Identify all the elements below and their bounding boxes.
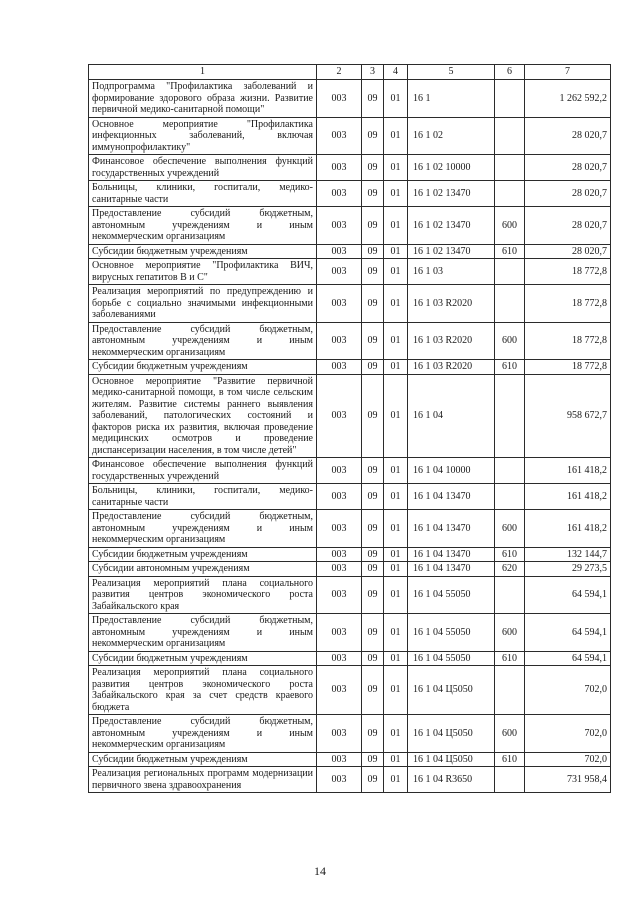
row-name-cell: Предоставление субсидий бюджетным, автономным учреждениям и иным некоммерческим организациям: [89, 614, 317, 652]
expense-type-cell: 610: [495, 651, 525, 666]
table-row: [89, 285, 611, 323]
section-code-cell: 09: [362, 767, 384, 793]
target-article-cell: 16 1: [408, 80, 495, 118]
section-code-cell: 09: [362, 562, 384, 577]
target-article-cell: 16 1 04 13470: [408, 484, 495, 510]
section-code-cell: 09: [362, 259, 384, 285]
column-number-header: 1: [89, 65, 317, 80]
ministry-code-cell: 003: [317, 207, 362, 245]
expense-type-cell: 610: [495, 752, 525, 767]
expense-type-cell: [495, 767, 525, 793]
section-code-cell: 09: [362, 651, 384, 666]
expense-type-cell: [495, 181, 525, 207]
amount-cell: 28 020,7: [525, 117, 611, 155]
section-code-cell: 09: [362, 155, 384, 181]
budget-table: [88, 64, 611, 793]
subsection-code-cell: 01: [384, 510, 408, 548]
expense-type-cell: 600: [495, 715, 525, 753]
amount-cell: 28 020,7: [525, 155, 611, 181]
table-row: [89, 181, 611, 207]
amount-cell: 29 273,5: [525, 562, 611, 577]
section-code-cell: 09: [362, 576, 384, 614]
subsection-code-cell: 01: [384, 259, 408, 285]
amount-cell: 18 772,8: [525, 259, 611, 285]
row-name-cell: Предоставление субсидий бюджетным, автономным учреждениям и иным некоммерческим организациям: [89, 207, 317, 245]
subsection-code-cell: 01: [384, 207, 408, 245]
section-code-cell: 09: [362, 374, 384, 458]
subsection-code-cell: 01: [384, 244, 408, 259]
target-article-cell: 16 1 04: [408, 374, 495, 458]
row-name-cell: Реализация мероприятий по предупреждению и борьбе с социально значимыми инфекционными заболеваниями: [89, 285, 317, 323]
subsection-code-cell: 01: [384, 715, 408, 753]
section-code-cell: 09: [362, 547, 384, 562]
section-code-cell: 09: [362, 360, 384, 375]
row-name-cell: Субсидии автономным учреждениям: [89, 562, 317, 577]
section-code-cell: 09: [362, 244, 384, 259]
ministry-code-cell: 003: [317, 651, 362, 666]
section-code-cell: 09: [362, 614, 384, 652]
table-row: [89, 322, 611, 360]
row-name-cell: Основное мероприятие "Профилактика инфекционных заболеваний, включая иммунопрофилактику": [89, 117, 317, 155]
subsection-code-cell: 01: [384, 80, 408, 118]
table-body: [89, 80, 611, 793]
ministry-code-cell: 003: [317, 322, 362, 360]
amount-cell: 702,0: [525, 666, 611, 715]
expense-type-cell: 610: [495, 547, 525, 562]
target-article-cell: 16 1 04 55050: [408, 651, 495, 666]
ministry-code-cell: 003: [317, 259, 362, 285]
subsection-code-cell: 01: [384, 285, 408, 323]
row-name-cell: Основное мероприятие "Развитие первичной медико-санитарной помощи, в том числе сельским жителям. Развитие системы раннего выявления заболеваний, патологических состояний и факторов риска их развития, включая проведение медицинских осмотров и проведение диспансеризации населения, в том числе детей": [89, 374, 317, 458]
table-row: [89, 155, 611, 181]
table-row: [89, 80, 611, 118]
ministry-code-cell: 003: [317, 360, 362, 375]
ministry-code-cell: 003: [317, 666, 362, 715]
table-row: [89, 458, 611, 484]
amount-cell: 64 594,1: [525, 614, 611, 652]
expense-type-cell: 620: [495, 562, 525, 577]
expense-type-cell: [495, 484, 525, 510]
target-article-cell: 16 1 03 R2020: [408, 322, 495, 360]
subsection-code-cell: 01: [384, 562, 408, 577]
table-row: [89, 244, 611, 259]
subsection-code-cell: 01: [384, 155, 408, 181]
row-name-cell: Основное мероприятие "Профилактика ВИЧ, вирусных гепатитов В и С": [89, 259, 317, 285]
row-name-cell: Подпрограмма "Профилактика заболеваний и формирование здорового образа жизни. Развитие первичной медико-санитарной помощи": [89, 80, 317, 118]
section-code-cell: 09: [362, 510, 384, 548]
row-name-cell: Реализация мероприятий плана социального развития центров экономического роста Забайкальского края: [89, 576, 317, 614]
amount-cell: 132 144,7: [525, 547, 611, 562]
row-name-cell: Субсидии бюджетным учреждениям: [89, 360, 317, 375]
ministry-code-cell: 003: [317, 80, 362, 118]
ministry-code-cell: 003: [317, 374, 362, 458]
subsection-code-cell: 01: [384, 360, 408, 375]
ministry-code-cell: 003: [317, 181, 362, 207]
target-article-cell: 16 1 04 55050: [408, 576, 495, 614]
row-name-cell: Больницы, клиники, госпитали, медико-санитарные части: [89, 181, 317, 207]
ministry-code-cell: 003: [317, 458, 362, 484]
section-code-cell: 09: [362, 181, 384, 207]
amount-cell: 161 418,2: [525, 458, 611, 484]
target-article-cell: 16 1 04 Ц5050: [408, 752, 495, 767]
expense-type-cell: 610: [495, 360, 525, 375]
row-name-cell: Субсидии бюджетным учреждениям: [89, 651, 317, 666]
ministry-code-cell: 003: [317, 244, 362, 259]
target-article-cell: 16 1 04 55050: [408, 614, 495, 652]
expense-type-cell: 600: [495, 614, 525, 652]
amount-cell: 28 020,7: [525, 181, 611, 207]
target-article-cell: 16 1 04 Ц5050: [408, 715, 495, 753]
table-row: [89, 576, 611, 614]
section-code-cell: 09: [362, 752, 384, 767]
table-row: [89, 614, 611, 652]
target-article-cell: 16 1 04 13470: [408, 510, 495, 548]
target-article-cell: 16 1 02 13470: [408, 244, 495, 259]
table-row: [89, 547, 611, 562]
section-code-cell: 09: [362, 80, 384, 118]
subsection-code-cell: 01: [384, 576, 408, 614]
amount-cell: 64 594,1: [525, 651, 611, 666]
expense-type-cell: 600: [495, 207, 525, 245]
ministry-code-cell: 003: [317, 576, 362, 614]
row-name-cell: Субсидии бюджетным учреждениям: [89, 547, 317, 562]
expense-type-cell: [495, 80, 525, 118]
section-code-cell: 09: [362, 207, 384, 245]
ministry-code-cell: 003: [317, 547, 362, 562]
target-article-cell: 16 1 02: [408, 117, 495, 155]
target-article-cell: 16 1 03 R2020: [408, 285, 495, 323]
column-number-header: 5: [408, 65, 495, 80]
column-number-row: [89, 65, 611, 80]
expense-type-cell: [495, 285, 525, 323]
target-article-cell: 16 1 03 R2020: [408, 360, 495, 375]
column-number-header: 3: [362, 65, 384, 80]
ministry-code-cell: 003: [317, 562, 362, 577]
target-article-cell: 16 1 04 13470: [408, 562, 495, 577]
subsection-code-cell: 01: [384, 117, 408, 155]
target-article-cell: 16 1 04 10000: [408, 458, 495, 484]
row-name-cell: Финансовое обеспечение выполнения функций государственных учреждений: [89, 458, 317, 484]
section-code-cell: 09: [362, 117, 384, 155]
subsection-code-cell: 01: [384, 484, 408, 510]
row-name-cell: Предоставление субсидий бюджетным, автономным учреждениям и иным некоммерческим организациям: [89, 715, 317, 753]
row-name-cell: Предоставление субсидий бюджетным, автономным учреждениям и иным некоммерческим организациям: [89, 510, 317, 548]
target-article-cell: 16 1 04 Ц5050: [408, 666, 495, 715]
amount-cell: 731 958,4: [525, 767, 611, 793]
section-code-cell: 09: [362, 484, 384, 510]
expense-type-cell: [495, 576, 525, 614]
ministry-code-cell: 003: [317, 614, 362, 652]
target-article-cell: 16 1 02 10000: [408, 155, 495, 181]
subsection-code-cell: 01: [384, 181, 408, 207]
amount-cell: 18 772,8: [525, 360, 611, 375]
target-article-cell: 16 1 04 R3650: [408, 767, 495, 793]
table-row: [89, 117, 611, 155]
row-name-cell: Субсидии бюджетным учреждениям: [89, 752, 317, 767]
subsection-code-cell: 01: [384, 752, 408, 767]
ministry-code-cell: 003: [317, 510, 362, 548]
column-number-header: 6: [495, 65, 525, 80]
expense-type-cell: 600: [495, 322, 525, 360]
table-row: [89, 510, 611, 548]
target-article-cell: 16 1 03: [408, 259, 495, 285]
row-name-cell: Реализация региональных программ модернизации первичного звена здравоохранения: [89, 767, 317, 793]
subsection-code-cell: 01: [384, 547, 408, 562]
ministry-code-cell: 003: [317, 484, 362, 510]
ministry-code-cell: 003: [317, 767, 362, 793]
table-row: [89, 207, 611, 245]
amount-cell: 28 020,7: [525, 244, 611, 259]
subsection-code-cell: 01: [384, 322, 408, 360]
section-code-cell: 09: [362, 285, 384, 323]
subsection-code-cell: 01: [384, 767, 408, 793]
section-code-cell: 09: [362, 322, 384, 360]
section-code-cell: 09: [362, 666, 384, 715]
table-row: [89, 374, 611, 458]
amount-cell: 64 594,1: [525, 576, 611, 614]
table-row: [89, 484, 611, 510]
expense-type-cell: [495, 666, 525, 715]
expense-type-cell: 610: [495, 244, 525, 259]
table-row: [89, 767, 611, 793]
amount-cell: 958 672,7: [525, 374, 611, 458]
table-row: [89, 752, 611, 767]
table-row: [89, 360, 611, 375]
column-number-header: 7: [525, 65, 611, 80]
ministry-code-cell: 003: [317, 155, 362, 181]
table-row: [89, 715, 611, 753]
subsection-code-cell: 01: [384, 651, 408, 666]
amount-cell: 161 418,2: [525, 484, 611, 510]
amount-cell: 18 772,8: [525, 322, 611, 360]
expense-type-cell: [495, 374, 525, 458]
subsection-code-cell: 01: [384, 614, 408, 652]
target-article-cell: 16 1 02 13470: [408, 207, 495, 245]
expense-type-cell: [495, 458, 525, 484]
amount-cell: 702,0: [525, 715, 611, 753]
row-name-cell: Больницы, клиники, госпитали, медико-санитарные части: [89, 484, 317, 510]
ministry-code-cell: 003: [317, 117, 362, 155]
table-row: [89, 259, 611, 285]
table-row: [89, 651, 611, 666]
expense-type-cell: [495, 155, 525, 181]
ministry-code-cell: 003: [317, 715, 362, 753]
target-article-cell: 16 1 02 13470: [408, 181, 495, 207]
row-name-cell: Предоставление субсидий бюджетным, автономным учреждениям и иным некоммерческим организациям: [89, 322, 317, 360]
section-code-cell: 09: [362, 715, 384, 753]
amount-cell: 702,0: [525, 752, 611, 767]
subsection-code-cell: 01: [384, 374, 408, 458]
subsection-code-cell: 01: [384, 666, 408, 715]
ministry-code-cell: 003: [317, 752, 362, 767]
row-name-cell: Реализация мероприятий плана социального развития центров экономического роста Забайкальского края за счет средств краевого бюджета: [89, 666, 317, 715]
table-row: [89, 666, 611, 715]
amount-cell: 1 262 592,2: [525, 80, 611, 118]
page-number: 14: [314, 864, 326, 878]
column-number-header: 4: [384, 65, 408, 80]
row-name-cell: Финансовое обеспечение выполнения функций государственных учреждений: [89, 155, 317, 181]
subsection-code-cell: 01: [384, 458, 408, 484]
table-row: [89, 562, 611, 577]
target-article-cell: 16 1 04 13470: [408, 547, 495, 562]
expense-type-cell: [495, 259, 525, 285]
amount-cell: 18 772,8: [525, 285, 611, 323]
column-number-header: 2: [317, 65, 362, 80]
amount-cell: 28 020,7: [525, 207, 611, 245]
amount-cell: 161 418,2: [525, 510, 611, 548]
row-name-cell: Субсидии бюджетным учреждениям: [89, 244, 317, 259]
section-code-cell: 09: [362, 458, 384, 484]
expense-type-cell: [495, 117, 525, 155]
expense-type-cell: 600: [495, 510, 525, 548]
ministry-code-cell: 003: [317, 285, 362, 323]
